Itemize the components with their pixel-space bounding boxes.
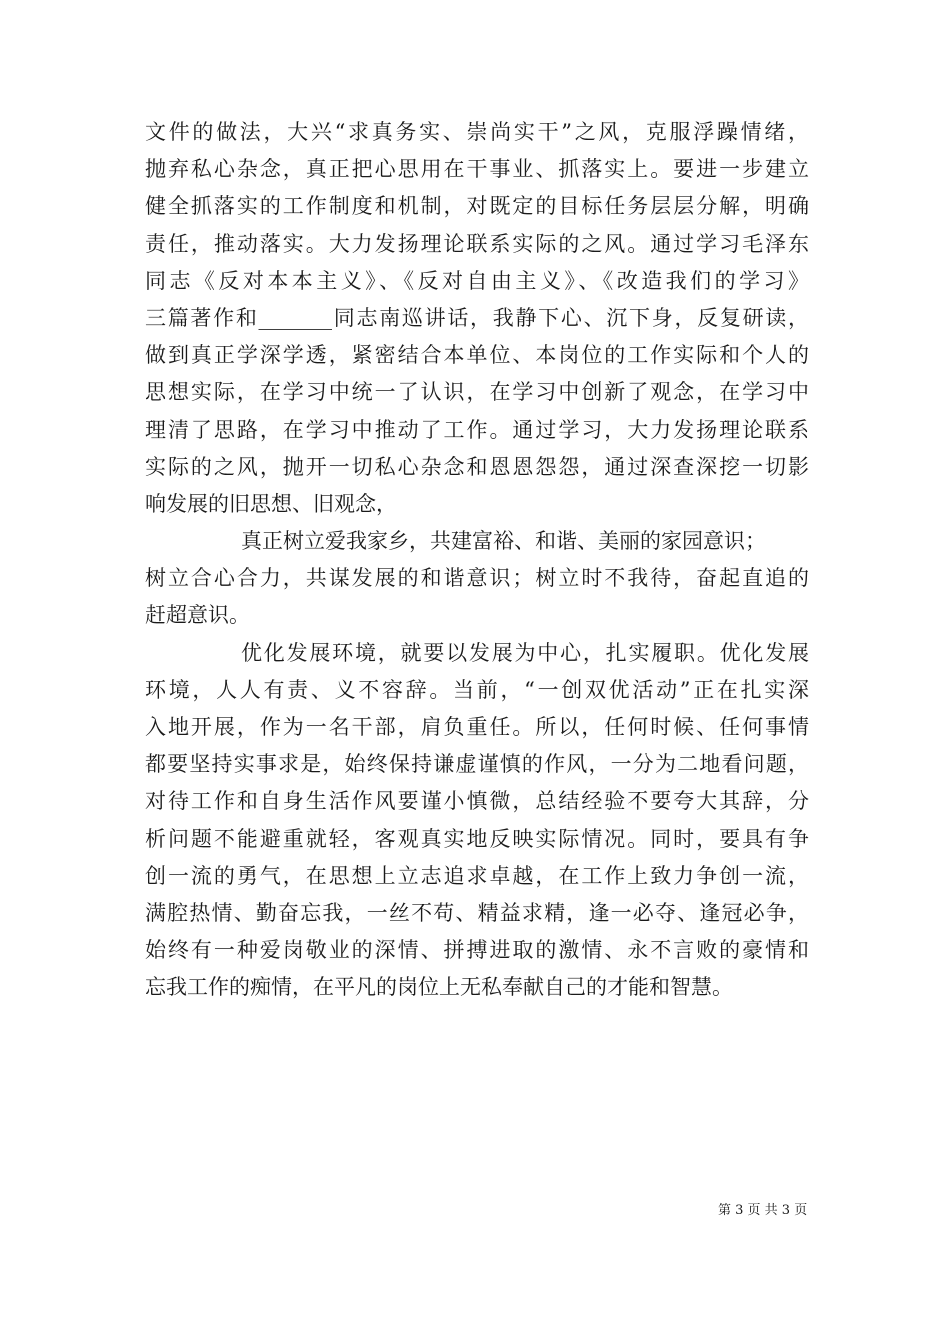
text-line: 入地开展，作为一名干部，肩负重任。所以，任何时候、任何事情 (145, 715, 809, 739)
text-line: 析问题不能避重就轻，客观真实地反映实际情况。同时，要具有争 (145, 826, 809, 851)
text-line: 文件的做法，大兴“求真务实、崇尚实干”之风，克服浮躁情绪， (145, 120, 809, 144)
text-line: 始终有一种爱岗敬业的深情、拼搏进取的激情、永不言败的豪情和 (145, 938, 809, 963)
text-line: 都要坚持实事求是，始终保持谦虚谨慎的作风，一分为二地看问题， (145, 752, 809, 777)
text-line: 创一流的勇气，在思想上立志追求卓越，在工作上致力争创一流， (145, 863, 809, 888)
document-body (145, 114, 809, 1007)
text-line: 优化发展环境，就要以发展为中心，扎实履职。优化发展 (241, 640, 809, 665)
text-line: 忘我工作的痴情，在平凡的岗位上无私奉献自己的才能和智慧。 (145, 975, 733, 1000)
text-line: 真正树立爱我家乡，共建富裕、和谐、美丽的家园意识； (241, 529, 766, 554)
text-line: 树立合心合力，共谋发展的和谐意识；树立时不我待，奋起直追的 (145, 566, 809, 591)
text-line: 赶超意识。 (145, 603, 250, 628)
text-line: 响发展的旧思想、旧观念， (145, 491, 397, 516)
text-line: 健全抓落实的工作制度和机制，对既定的目标任务层层分解，明确 (145, 194, 809, 219)
text-line: 对待工作和自身生活作风要谨小慎微，总结经验不要夸大其辞，分 (145, 789, 809, 814)
text-line: 理清了思路，在学习中推动了工作。通过学习，大力发扬理论联系 (145, 417, 809, 442)
text-line: 思想实际，在学习中统一了认识，在学习中创新了观念，在学习中 (145, 380, 809, 405)
text-line: 同志《反对本本主义》、《反对自由主义》、《改造我们的学习》 (145, 268, 809, 293)
paragraph-3 (145, 635, 809, 1007)
text-line: 抛弃私心杂念，真正把心思用在干事业、抓落实上。要进一步建立 (145, 157, 809, 182)
text-line: 环境，人人有责、义不容辞。当前，“一创双优活动”正在扎实深 (145, 677, 809, 702)
text-line: 实际的之风，抛开一切私心杂念和恩恩怨怨，通过深查深挖一切影 (145, 454, 809, 479)
paragraph-1 (145, 114, 809, 523)
paragraph-2 (145, 523, 809, 635)
text-line: 做到真正学深学透，紧密结合本单位、本岗位的工作实际和个人的 (145, 343, 809, 368)
page-number-footer: 第 3 页 共 3 页 (718, 1203, 808, 1218)
text-line: 责任，推动落实。大力发扬理论联系实际的之风。通过学习毛泽东 (145, 231, 809, 256)
text-line: 满腔热情、勤奋忘我，一丝不苟、精益求精，逢一必夺、逢冠必争， (145, 900, 809, 925)
text-line: 三篇著作和_______同志南巡讲话，我静下心、沉下身，反复研读， (145, 305, 809, 330)
